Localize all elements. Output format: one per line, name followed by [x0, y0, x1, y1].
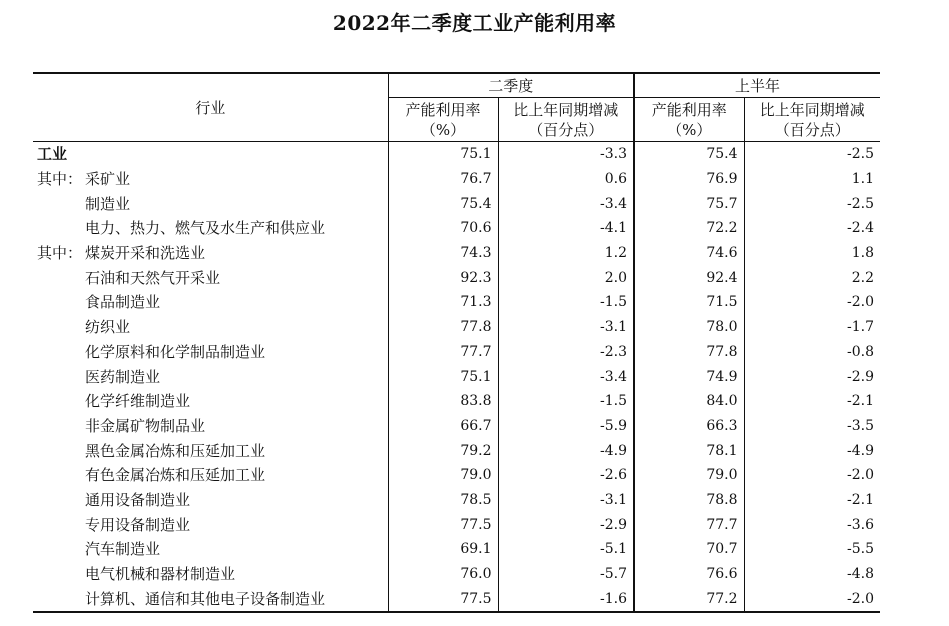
industry-cell	[33, 167, 388, 192]
q2-change-cell: 0.6	[498, 167, 634, 192]
h1-rate-cell: 70.7	[634, 537, 744, 562]
h1-change-cell: -4.9	[744, 438, 880, 463]
h1-change-cell: -2.0	[744, 290, 880, 315]
h1-rate-cell: 79.0	[634, 463, 744, 488]
table-row	[33, 414, 880, 439]
q2-rate-cell: 71.3	[388, 290, 498, 315]
industry-name: 通用设备制造业	[85, 490, 191, 509]
q2-change-cell: -4.9	[498, 438, 634, 463]
table-row	[33, 586, 880, 612]
h1-rate-cell: 77.2	[634, 586, 744, 612]
industry-name: 专用设备制造业	[85, 515, 191, 534]
industry-name: 煤炭开采和洗选业	[85, 244, 206, 263]
q2-rate-cell: 79.2	[388, 438, 498, 463]
h1-rate-cell: 84.0	[634, 389, 744, 414]
h1-change-cell: -2.4	[744, 216, 880, 241]
change-label: 比上年同期增减	[513, 100, 619, 119]
h1-rate-cell: 78.1	[634, 438, 744, 463]
q2-change-cell: 1.2	[498, 241, 634, 266]
q2-rate-cell: 70.6	[388, 216, 498, 241]
industry-name: 化学原料和化学制品制造业	[85, 342, 266, 361]
h1-change-cell: -2.5	[744, 142, 880, 167]
table-row	[33, 290, 880, 315]
q2-rate-cell: 77.5	[388, 586, 498, 612]
industry-cell	[33, 488, 388, 513]
change-unit: （百分点）	[528, 120, 604, 139]
h1-change-cell: -2.5	[744, 191, 880, 216]
industry-cell	[33, 389, 388, 414]
q2-rate-cell: 74.3	[388, 241, 498, 266]
h1-rate-cell: 75.4	[634, 142, 744, 167]
q2-change-cell: -1.6	[498, 586, 634, 612]
capacity-table-container	[33, 72, 880, 613]
h1-change-cell: -2.0	[744, 586, 880, 612]
rate-unit: （%）	[420, 120, 466, 139]
h1-change-cell: 2.2	[744, 265, 880, 290]
page-title: 2022年二季度工业产能利用率	[332, 11, 617, 35]
h1-change-cell: 1.1	[744, 167, 880, 192]
industry-name: 制造业	[85, 194, 131, 213]
h1-rate-cell: 74.6	[634, 241, 744, 266]
h1-change-cell: -2.9	[744, 364, 880, 389]
q2-rate-cell: 75.1	[388, 142, 498, 167]
h1-change-cell: -4.8	[744, 562, 880, 587]
q2-change-cell: -1.5	[498, 290, 634, 315]
h1-rate-cell: 75.7	[634, 191, 744, 216]
rate-label: 产能利用率	[405, 100, 481, 119]
q2-change-cell: -5.7	[498, 562, 634, 587]
q2-change-cell: -3.1	[498, 488, 634, 513]
table-row	[33, 488, 880, 513]
h1-change-cell: -3.6	[744, 512, 880, 537]
industry-cell	[33, 414, 388, 439]
h1-rate-cell: 71.5	[634, 290, 744, 315]
industry-name: 石油和天然气开采业	[85, 268, 221, 287]
q2-change-cell: -3.4	[498, 364, 634, 389]
h1-change-cell: -5.5	[744, 537, 880, 562]
q2-change-cell: -3.3	[498, 142, 634, 167]
industry-cell	[33, 216, 388, 241]
industry-name: 纺织业	[85, 318, 131, 337]
table-row	[33, 315, 880, 340]
industry-name: 电力、热力、燃气及水生产和供应业	[85, 219, 326, 238]
industry-header: 行业	[33, 73, 388, 142]
q2-change-cell: -4.1	[498, 216, 634, 241]
table-row	[33, 364, 880, 389]
q2-change-cell: -5.9	[498, 414, 634, 439]
q2-rate-cell: 69.1	[388, 537, 498, 562]
h1-rate-cell: 78.8	[634, 488, 744, 513]
q2-change-cell: 2.0	[498, 265, 634, 290]
table-row	[33, 512, 880, 537]
industry-name: 有色金属冶炼和压延加工业	[85, 466, 266, 485]
h1-change-cell: -3.5	[744, 414, 880, 439]
q2-rate-header	[388, 98, 498, 142]
q2-change-cell: -5.1	[498, 537, 634, 562]
table-row	[33, 438, 880, 463]
industry-name: 化学纤维制造业	[85, 392, 191, 411]
q2-change-cell: -2.6	[498, 463, 634, 488]
change-label: 比上年同期增减	[759, 100, 865, 119]
table-row	[33, 340, 880, 365]
industry-cell	[33, 586, 388, 612]
h1-header: 上半年	[634, 73, 880, 98]
industry-cell	[33, 191, 388, 216]
h1-change-cell: 1.8	[744, 241, 880, 266]
h1-rate-cell: 77.8	[634, 340, 744, 365]
industry-cell	[33, 463, 388, 488]
q2-rate-cell: 75.1	[388, 364, 498, 389]
q2-header: 二季度	[388, 73, 634, 98]
h1-change-cell: -2.0	[744, 463, 880, 488]
table-row	[33, 167, 880, 192]
industry-name: 食品制造业	[85, 293, 161, 312]
q2-rate-cell: 66.7	[388, 414, 498, 439]
rate-unit: （%）	[667, 120, 712, 139]
industry-cell	[33, 512, 388, 537]
h1-rate-header	[634, 98, 744, 142]
q2-rate-cell: 77.7	[388, 340, 498, 365]
industry-cell	[33, 562, 388, 587]
industry-cell	[33, 537, 388, 562]
table-row	[33, 241, 880, 266]
table-row	[33, 216, 880, 241]
h1-change-header	[744, 98, 880, 142]
industry-cell	[33, 364, 388, 389]
q2-rate-cell: 76.0	[388, 562, 498, 587]
q2-change-cell: -3.4	[498, 191, 634, 216]
q2-rate-cell: 77.5	[388, 512, 498, 537]
industry-cell	[33, 142, 388, 167]
h1-rate-cell: 72.2	[634, 216, 744, 241]
industry-name: 汽车制造业	[85, 540, 161, 559]
industry-cell	[33, 340, 388, 365]
h1-change-cell: -2.1	[744, 488, 880, 513]
industry-name: 医药制造业	[85, 367, 161, 386]
table-row	[33, 562, 880, 587]
q2-change-cell: -2.9	[498, 512, 634, 537]
h1-rate-cell: 78.0	[634, 315, 744, 340]
h1-rate-cell: 77.7	[634, 512, 744, 537]
q2-rate-cell: 92.3	[388, 265, 498, 290]
industry-cell	[33, 438, 388, 463]
industry-name: 计算机、通信和其他电子设备制造业	[85, 589, 326, 608]
industry-name: 非金属矿物制品业	[85, 416, 206, 435]
table-row	[33, 389, 880, 414]
industry-name: 采矿业	[85, 170, 131, 189]
capacity-utilization-table	[33, 72, 880, 613]
industry-name: 电气机械和器材制造业	[85, 565, 236, 584]
industry-cell	[33, 265, 388, 290]
h1-rate-cell: 76.9	[634, 167, 744, 192]
table-row	[33, 537, 880, 562]
row-prefix: 其中：	[37, 170, 83, 189]
h1-rate-cell: 74.9	[634, 364, 744, 389]
q2-rate-cell: 78.5	[388, 488, 498, 513]
q2-rate-cell: 79.0	[388, 463, 498, 488]
h1-change-cell: -2.1	[744, 389, 880, 414]
table-row	[33, 142, 880, 167]
table-row	[33, 191, 880, 216]
industry-cell	[33, 290, 388, 315]
q2-change-header	[498, 98, 634, 142]
h1-change-cell: -1.7	[744, 315, 880, 340]
industry-name: 黑色金属冶炼和压延加工业	[85, 441, 266, 460]
h1-rate-cell: 92.4	[634, 265, 744, 290]
rate-label: 产能利用率	[651, 100, 727, 119]
industry-cell	[33, 241, 388, 266]
table-body	[33, 142, 880, 613]
q2-rate-cell: 83.8	[388, 389, 498, 414]
industry-cell	[33, 315, 388, 340]
h1-change-cell: -0.8	[744, 340, 880, 365]
h1-rate-cell: 76.6	[634, 562, 744, 587]
q2-change-cell: -3.1	[498, 315, 634, 340]
q2-rate-cell: 76.7	[388, 167, 498, 192]
q2-rate-cell: 75.4	[388, 191, 498, 216]
industry-name: 工业	[37, 145, 68, 164]
q2-rate-cell: 77.8	[388, 315, 498, 340]
q2-change-cell: -1.5	[498, 389, 634, 414]
row-prefix: 其中：	[37, 244, 83, 263]
change-unit: （百分点）	[774, 120, 850, 139]
table-row	[33, 463, 880, 488]
table-row	[33, 265, 880, 290]
q2-change-cell: -2.3	[498, 340, 634, 365]
h1-rate-cell: 66.3	[634, 414, 744, 439]
